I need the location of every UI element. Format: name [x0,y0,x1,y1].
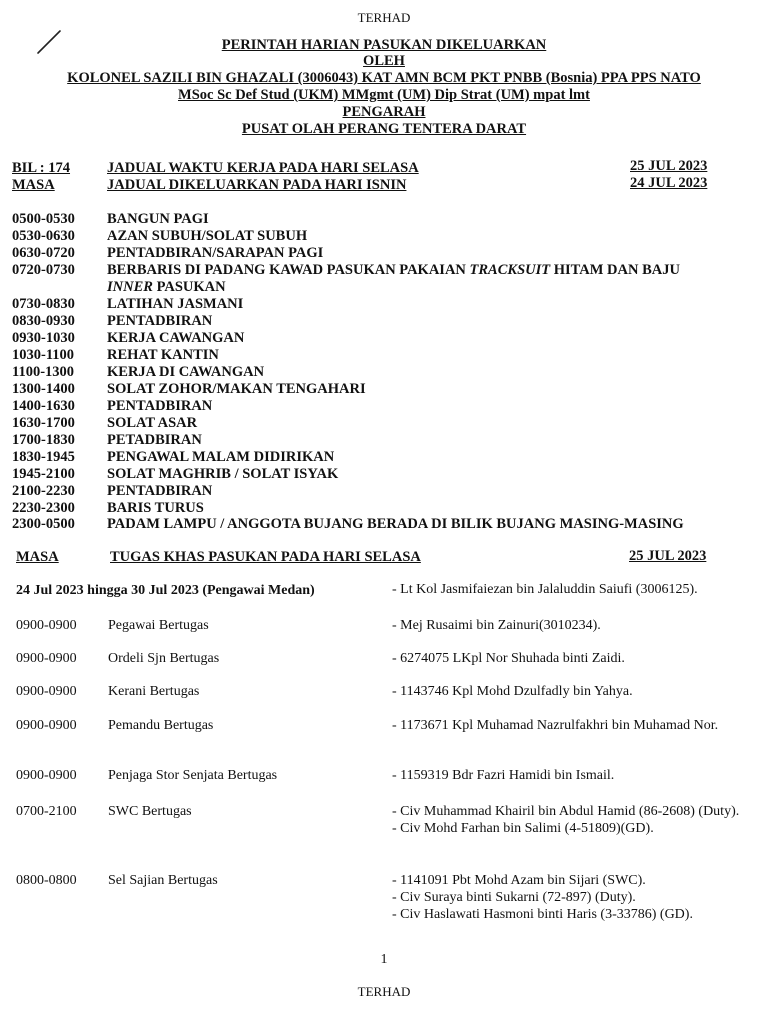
classification-top: TERHAD [357,10,411,25]
issued-title: JADUAL DIKELUARKAN PADA HARI ISNIN [107,177,407,193]
duty-persons: - Civ Muhammad Khairil bin Abdul Hamid (86-2608) (Duty). - Civ Mohd Farhan bin Salimi (4-51809)(GD). [392,804,740,836]
schedule-time: 1945-2100 [12,466,75,482]
masa-label: MASA [12,177,55,193]
schedule-time: 0530-0630 [12,228,75,244]
page-number: 1 [380,952,388,967]
duty-role: SWC Bertugas [108,804,192,819]
special-masa-label: MASA [16,549,59,565]
schedule-time: 1030-1100 [12,347,75,363]
schedule-time: 0720-0730 [12,262,75,278]
schedule-activity: KERJA DI CAWANGAN [107,364,265,380]
schedule-activity: PENTADBIRAN/SARAPAN PAGI [107,245,324,261]
duty-role: Pegawai Bertugas [108,618,209,633]
duty-time: 0900-0900 [16,718,77,733]
schedule-time: 1700-1830 [12,432,75,448]
duty-role: Sel Sajian Bertugas [108,873,218,888]
duty-role: Penjaga Stor Senjata Bertugas [108,768,278,783]
schedule-date: 25 JUL 2023 [630,158,708,174]
duty-time: 0800-0800 [16,873,77,888]
schedule-activity: BERBARIS DI PADANG KAWAD PASUKAN PAKAIAN TRACKSUIT HITAM DAN BAJU [107,262,680,278]
header-oleh: OLEH [363,53,405,69]
bil-label: BIL : 174 [12,160,71,176]
schedule-activity: PETADBIRAN [107,432,202,448]
schedule-activity: PADAM LAMPU / ANGGOTA BUJANG BERADA DI BILIK BUJANG MASING-MASING [107,516,684,532]
schedule-activity: AZAN SUBUH/SOLAT SUBUH [107,228,308,244]
special-date: 25 JUL 2023 [629,548,707,564]
header-officer: KOLONEL SAZILI BIN GHAZALI (3006043) KAT AMN BCM PKT PNBB (Bosnia) PPA PPS NATO [67,70,701,86]
duty-time: 0700-2100 [16,804,77,819]
schedule-activity-continued: INNER PASUKAN [107,279,226,295]
issued-date: 24 JUL 2023 [630,175,708,191]
schedule-time: 1300-1400 [12,381,75,397]
schedule-time: 2100-2230 [12,483,75,499]
duty-persons: - Mej Rusaimi bin Zainuri(3010234). [392,618,601,633]
schedule-activity: PENTADBIRAN [107,483,213,499]
schedule-activity: PENGAWAL MALAM DIDIRIKAN [107,449,335,465]
duty-persons: - 6274075 LKpl Nor Shuhada binti Zaidi. [392,651,625,666]
duty-role: Ordeli Sjn Bertugas [108,651,220,666]
schedule-activity: REHAT KANTIN [107,347,219,363]
duty-persons: - 1143746 Kpl Mohd Dzulfadly bin Yahya. [392,684,633,699]
special-period: 24 Jul 2023 hingga 30 Jul 2023 (Pengawai Medan) [16,583,315,598]
duty-role: Kerani Bertugas [108,684,200,699]
schedule-time: 1830-1945 [12,449,75,465]
classification-bottom: TERHAD [357,984,411,999]
duty-time: 0900-0900 [16,684,77,699]
schedule-activity: BANGUN PAGI [107,211,209,227]
schedule-activity: BARIS TURUS [107,500,204,516]
schedule-time: 1630-1700 [12,415,75,431]
duty-persons: - 1173671 Kpl Muhamad Nazrulfakhri bin Muhamad Nor. [392,718,719,733]
schedule-time: 0630-0720 [12,245,75,261]
schedule-time: 0500-0530 [12,211,75,227]
schedule-time: 0830-0930 [12,313,75,329]
duty-time: 0900-0900 [16,651,77,666]
schedule-activity: SOLAT ASAR [107,415,198,431]
schedule-time: 2300-0500 [12,516,75,532]
schedule-activity: LATIHAN JASMANI [107,296,244,312]
duty-persons: - 1159319 Bdr Fazri Hamidi bin Ismail. [392,768,615,783]
schedule-time: 1400-1630 [12,398,75,414]
header-qualifications: MSoc Sc Def Stud (UKM) MMgmt (UM) Dip Strat (UM) mpat lmt [178,87,590,103]
duty-role: Pemandu Bertugas [108,718,214,733]
schedule-activity: KERJA CAWANGAN [107,330,245,346]
duty-time: 0900-0900 [16,768,77,783]
schedule-time: 1100-1300 [12,364,75,380]
schedule-activity: PENTADBIRAN [107,398,213,414]
schedule-title: JADUAL WAKTU KERJA PADA HARI SELASA [107,160,419,176]
special-period-person: - Lt Kol Jasmifaiezan bin Jalaluddin Saiufi (3006125). [392,582,698,597]
header-position: PENGARAH [342,104,426,120]
schedule-time: 0930-1030 [12,330,75,346]
schedule-activity: PENTADBIRAN [107,313,213,329]
header-title: PERINTAH HARIAN PASUKAN DIKELUARKAN [221,37,547,53]
schedule-time: 0730-0830 [12,296,75,312]
header-organisation: PUSAT OLAH PERANG TENTERA DARAT [241,121,527,137]
schedule-activity: SOLAT ZOHOR/MAKAN TENGAHARI [107,381,366,397]
schedule-time: 2230-2300 [12,500,75,516]
duty-time: 0900-0900 [16,618,77,633]
special-title: TUGAS KHAS PASUKAN PADA HARI SELASA [110,549,421,565]
duty-persons: - 1141091 Pbt Mohd Azam bin Sijari (SWC). - Civ Suraya binti Sukarni (72-897) (Duty). - Civ Haslawati Hasmoni binti Haris (3-33786) (GD). [392,873,693,922]
schedule-activity: SOLAT MAGHRIB / SOLAT ISYAK [107,466,339,482]
